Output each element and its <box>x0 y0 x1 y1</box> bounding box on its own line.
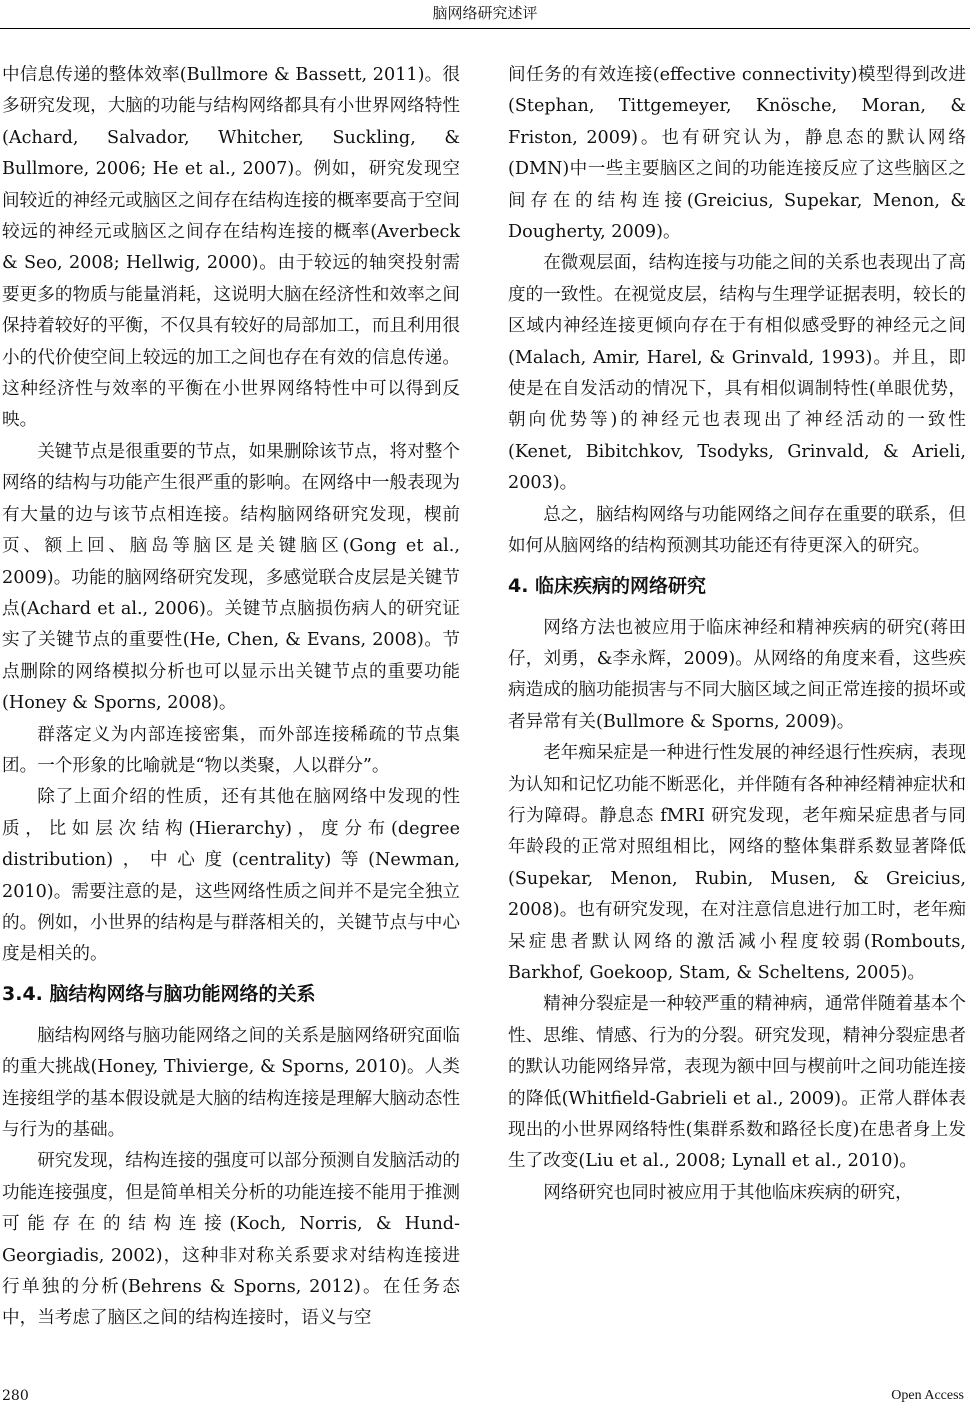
paragraph: 网络研究也同时被应用于其他临床疾病的研究， <box>543 1182 913 1203</box>
paragraph: 脑结构网络与脑功能网络之间的关系是脑网络研究面临的重大挑战(Honey, Thivierge, & Sporns, 2010)。人类连接组学的基本假设就是大脑的结构连接是理解大脑动态性与行为的基础。 <box>2 1025 460 1140</box>
publisher-label: Open Access <box>891 1388 964 1403</box>
header-rule <box>0 28 970 29</box>
paragraph: 精神分裂症是一种较严重的精神病，通常伴随着基本个性、思维、情感、行为的分裂。研究发现，精神分裂症患者的默认功能网络异常，表现为额中回与楔前叶之间功能连接的降低(Whitfield-Gabrieli et al., 2009)。正常人群体表现出的小世界网络特性(集群系数和路径长度)在患者身上发生了改变(Liu et al., 2008; Lynall et al., 2010)。 <box>508 994 966 1172</box>
paragraph: 除了上面介绍的性质，还有其他在脑网络中发现的性质，比如层次结构(Hierarchy)，度分布(degree distribution)，中心度(centrality)等(Newman, 2010)。需要注意的是，这些网络性质之间并不是完全独立的。例如，小世界的结构是与群落相关的，关键节点与中心度是相关的。 <box>2 787 460 965</box>
section-heading: 3.4. 脑结构网络与脑功能网络的关系 <box>2 982 316 1005</box>
page-footer <box>0 1388 970 1410</box>
paragraph: 研究发现，结构连接的强度可以部分预测自发脑活动的功能连接强度，但是简单相关分析的功能连接不能用于推测可能存在的结构连接(Koch, Norris, & Hund-Georgiadis, 2002)，这种非对称关系要求对结构连接进行单独的分析(Behrens & Sporns, 2012)。在任务态中，当考虑了脑区之间的结构连接时，语义与空 <box>2 1151 460 1329</box>
paragraph: 中信息传递的整体效率(Bullmore & Bassett, 2011)。很多研究发现，大脑的功能与结构网络都具有小世界网络特性(Achard, Salvador, Whitcher, Suckling, & Bullmore, 2006; He et al., 2007)。例如，研究发现空间较近的神经元或脑区之间存在结构连接的概率要高于空间较远的神经元或脑区之间存在结构连接的概率(Averbeck & Seo, 2008; Hellwig, 2000)。由于较远的轴突投射需要更多的物质与能量消耗，这说明大脑在经济性和效率之间保持着较好的平衡，不仅具有较好的局部加工，而且利用很小的代价使空间上较远的加工之间也存在有效的信息传递。这种经济性与效率的平衡在小世界网络特性中可以得到反映。 <box>2 65 460 431</box>
header-title: 脑网络研究述评 <box>432 4 538 22</box>
paragraph: 群落定义为内部连接密集，而外部连接稀疏的节点集团。一个形象的比喻就是“物以类聚，人以群分”。 <box>2 724 460 776</box>
paragraph: 在微观层面，结构连接与功能之间的关系也表现出了高度的一致性。在视觉皮层，结构与生理学证据表明，较长的区域内神经连接更倾向存在于有相似感受野的神经元之间(Malach, Amir, Harel, & Grinvald, 1993)。并且，即使是在自发活动的情况下，具有相似调制特性(单眼优势，朝向优势等)的神经元也表现出了神经活动的一致性(Kenet, Bibitchkov, Tsodyks, Grinvald, & Arieli, 2003)。 <box>508 253 966 494</box>
paragraph: 总之，脑结构网络与功能网络之间存在重要的联系，但如何从脑网络的结构预测其功能还有待更深入的研究。 <box>508 504 966 557</box>
running-header <box>0 0 970 28</box>
section-heading: 4. 临床疾病的网络研究 <box>508 574 707 597</box>
paragraph: 网络方法也被应用于临床神经和精神疾病的研究(蒋田仔，刘勇，&李永辉，2009)。从网络的角度来看，这些疾病造成的脑功能损害与不同大脑区域之间正常连接的损坏或者异常有关(Bullmore & Sporns, 2009)。 <box>508 617 966 732</box>
left-column <box>2 60 460 1335</box>
page-number: 280 <box>2 1388 29 1404</box>
paragraph: 间任务的有效连接(effective connectivity)模型得到改进(Stephan, Tittgemeyer, Knösche, Moran, & Friston, 2009)。也有研究认为，静息态的默认网络(DMN)中一些主要脑区之间的功能连接反应了这些脑区之间存在的结构连接(Greicius, Supekar, Menon, & Dougherty, 2009)。 <box>508 65 966 243</box>
paragraph: 老年痴呆症是一种进行性发展的神经退行性疾病，表现为认知和记忆功能不断恶化，并伴随有各种神经精神症状和行为障碍。静息态 fMRI 研究发现，老年痴呆症患者与同年龄段的正常对照组相比，网络的整体集群系数显著降低(Supekar, Menon, Rubin, Musen, & Greicius, 2008)。也有研究发现，在对注意信息进行加工时，老年痴呆症患者默认网络的激活减小程度较弱(Rombouts, Barkhof, Goekoop, Stam, & Scheltens, 2005)。 <box>508 743 966 983</box>
right-column <box>508 60 966 1209</box>
paragraph: 关键节点是很重要的节点，如果删除该节点，将对整个网络的结构与功能产生很严重的影响。在网络中一般表现为有大量的边与该节点相连接。结构脑网络研究发现，楔前页、额上回、脑岛等脑区是关键脑区(Gong et al., 2009)。功能的脑网络研究发现，多感觉联合皮层是关键节点(Achard et al., 2006)。关键节点脑损伤病人的研究证实了关键节点的重要性(He, Chen, & Evans, 2008)。节点删除的网络模拟分析也可以显示出关键节点的重要功能(Honey & Sporns, 2008)。 <box>2 441 460 714</box>
